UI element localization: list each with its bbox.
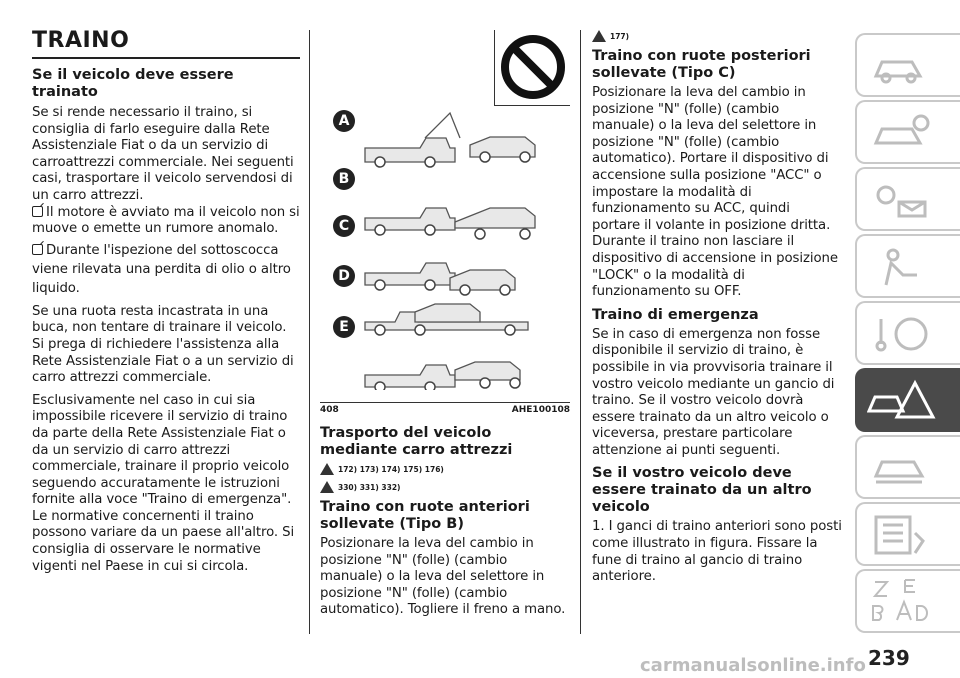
warning-refs-2: [320, 481, 570, 493]
heading-tow-truck-transport: Trasporto del veicolo mediante carro attrezzi: [320, 425, 513, 458]
heading-type-c: Traino con ruote posteriori sollevate (Tipo C): [592, 48, 811, 81]
light-message-icon: [871, 180, 931, 220]
tab-car-dashboard[interactable]: [855, 33, 960, 97]
tab-emergency[interactable]: [855, 368, 960, 432]
warning-refs-text: 177): [610, 31, 630, 41]
warning-icon: [320, 481, 334, 493]
tab-lights-messages[interactable]: [855, 167, 960, 231]
car-dashboard-icon: [871, 46, 931, 86]
note-text: Il motore è avviato ma il veicolo non si muove o emette un rumore anomalo.: [32, 204, 300, 237]
note-item-leak: [32, 241, 300, 298]
column-divider-left: [309, 30, 310, 634]
warning-refs-text: 172) 173) 174) 175) 176): [338, 464, 444, 474]
watermark: carmanualsonline.info: [640, 655, 866, 676]
column-3: [592, 30, 842, 586]
section-title: TRAINO: [32, 30, 300, 59]
heading-towed-by-other: Se il vostro veicolo deve essere trainato da un altro veicolo: [592, 465, 812, 516]
car-service-icon: [871, 448, 931, 488]
steering-key-icon: [871, 314, 931, 354]
column-2: [320, 30, 570, 619]
heading-emergency-towing: Traino di emergenza: [592, 306, 759, 323]
paragraph-stuck-wheel: Se una ruota resta incastrata in una buca, non tentare di trainare il veicolo. Si prega di richiedere l'assistenza alla Rete Assistenziale Fiat o a un servizio di carro attrezzi commerciale.: [32, 303, 294, 386]
figure-number: 408: [320, 405, 339, 415]
alphabet-index-icon: [867, 576, 937, 628]
tab-car-info[interactable]: [855, 100, 960, 164]
warning-icon: [320, 463, 334, 475]
column-divider-right: [580, 30, 581, 634]
tab-specifications[interactable]: [855, 502, 960, 566]
tab-safety[interactable]: [855, 234, 960, 298]
airbag-seat-icon: [871, 247, 931, 287]
tab-service[interactable]: [855, 435, 960, 499]
column-1: [32, 30, 300, 575]
paragraph-towed-by-other: 1. I ganci di traino anteriori sono posti come illustrato in figura. Fissare la fune di traino al gancio di traino anteriore.: [592, 519, 842, 585]
note-icon: [32, 206, 43, 217]
figure-label-e: E: [333, 316, 355, 338]
page-number: 239: [868, 646, 910, 670]
tab-starting-driving[interactable]: [855, 301, 960, 365]
emergency-warning-icon: [867, 379, 937, 423]
warning-refs-1: [320, 463, 570, 475]
tow-scenarios-drawing: [320, 30, 570, 390]
note-icon: [32, 244, 43, 255]
tab-index[interactable]: [855, 569, 960, 633]
car-info-icon: [871, 113, 931, 153]
figure-label-d: D: [333, 265, 355, 287]
heading-towing-needed: Se il veicolo deve essere trainato: [32, 67, 234, 100]
towing-figure: [320, 30, 570, 415]
heading-type-b: Traino con ruote anteriori sollevate (Tipo B): [320, 499, 530, 532]
figure-label-c: C: [333, 215, 355, 237]
spec-list-icon: [871, 513, 931, 557]
note-item-engine: [32, 205, 300, 238]
paragraph-emergency-only: Esclusivamente nel caso in cui sia impossibile ricevere il servizio di traino da parte della Rete Assistenziale Fiat o da un servizio di carro attrezzi commerciale, trainare il proprio veicolo seguendo accuratamente le istruzioni fornite alla voce "Traino di emergenza". Le normative concernenti il traino possono variare da un paese all'altro. Si consiglia di osservare le normative vigenti nel Paese in cui si circola.: [32, 392, 295, 574]
note-text: Durante l'ispezione del sottoscocca viene rilevata una perdita di olio o altro liquido.: [32, 242, 291, 296]
figure-label-b: B: [333, 168, 355, 190]
paragraph-emergency-towing: Se in caso di emergenza non fosse disponibile il servizio di traino, è possibile in via provvisoria trainare il vostro veicolo mediante un gancio di traino. Se il vostro veicolo dovrà essere trainato da un altro veicolo o viceversa, prestare particolare attenzione ai punti seguenti.: [592, 326, 835, 458]
figure-code: AHE100108: [511, 405, 570, 415]
paragraph-intro: Se si rende necessario il traino, si consiglia di farlo eseguire dalla Rete Assistenziale Fiat o da un servizio di carroattrezzi commerciale. Nei seguenti casi, trasportare il veicolo servendosi di un carro attrezzi.: [32, 105, 294, 203]
figure-caption: [320, 402, 570, 415]
warning-refs-3: [592, 30, 842, 42]
warning-refs-text: 330) 331) 332): [338, 482, 401, 492]
paragraph-type-c: Posizionare la leva del cambio in posizione "N" (folle) (cambio manuale) o la leva del selettore in posizione "N" (folle) (cambio automatico). Portare il dispositivo di accensione sulla posizione "ACC" o impostare la modalità di funzionamento su ACC, quindi portare il volante in posizione dritta. Durante il traino non lasciare il dispositivo di accensione in posizione "LOCK" o la modalità di funzionamento su OFF.: [592, 85, 838, 300]
figure-label-a: A: [333, 110, 355, 132]
warning-icon: [592, 30, 606, 42]
paragraph-type-b: Posizionare la leva del cambio in posizione "N" (folle) (cambio manuale) o la leva del selettore in posizione "N" (folle) (cambio automatico). Togliere il freno a mano.: [320, 536, 566, 618]
